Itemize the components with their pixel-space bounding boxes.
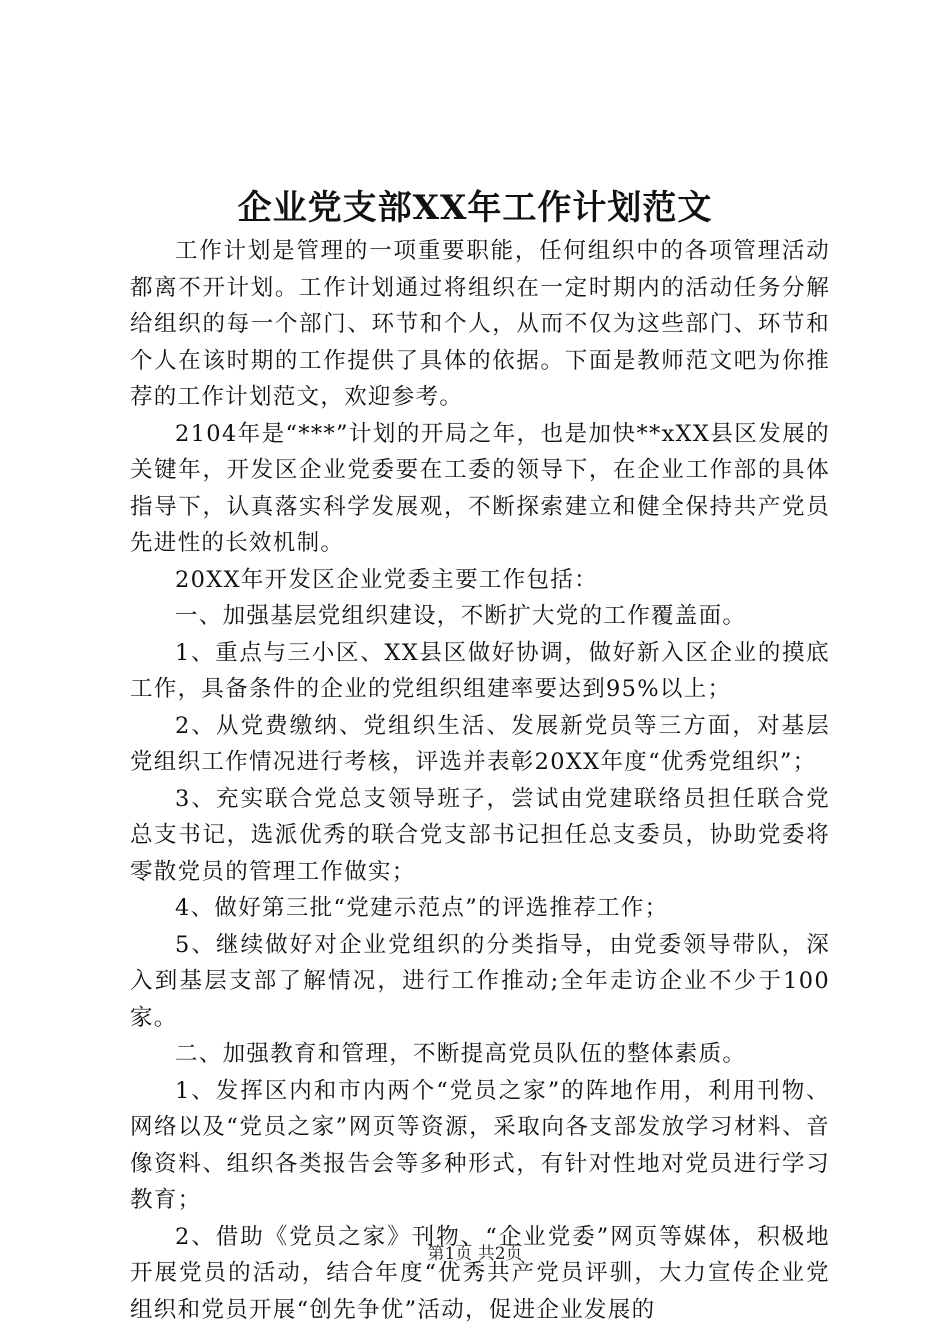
paragraph-background: 2104年是“***”计划的开局之年，也是加快**xXX县区发展的关键年，开发区企业党委要在工委的领导下，在企业工作部的具体指导下，认真落实科学发展观，不断探索建立和健全保持共产党员先进性的长效机制。 <box>130 420 830 556</box>
document-title: 企业党支部XX年工作计划范文 <box>237 188 713 228</box>
paragraph-overview: 20XX年开发区企业党委主要工作包括： <box>175 566 598 593</box>
list-item: 5、继续做好对企业党组织的分类指导，由党委领导带队，深入到基层支部了解情况，进行工作推动;全年走访企业不少于100家。 <box>130 931 830 1031</box>
list-item: 1、重点与三小区、XX县区做好协调，做好新入区企业的摸底工作，具备条件的企业的党组织组建率要达到95%以上； <box>130 639 830 702</box>
list-item: 2、从党费缴纳、党组织生活、发展新党员等三方面，对基层党组织工作情况进行考核，评选并表彰20XX年度“优秀党组织”； <box>130 712 830 775</box>
list-item: 2、借助《党员之家》刊物、“企业党委”网页等媒体，积极地开展党员的活动，结合年度“优秀共产党员评驯，大力宣传企业党组织和党员开展“创先争优”活动，促进企业发展的 <box>130 1223 830 1323</box>
section-heading-2: 二、加强教育和管理，不断提高党员队伍的整体素质。 <box>175 1041 747 1067</box>
paragraph-intro: 工作计划是管理的一项重要职能，任何组织中的各项管理活动都离不开计划。工作计划通过将组织在一定时期内的活动任务分解给组织的每一个部门、环节和个人，从而不仅为这些部门、环节和个人在该时期的工作提供了具体的依据。下面是教师范文吧为你推荐的工作计划范文，欢迎参考。 <box>130 238 830 410</box>
document-body <box>130 233 830 1328</box>
list-item: 1、发挥区内和市内两个“党员之家”的阵地作用，利用刊物、网络以及“党员之家”网页等资源，采取向各支部发放学习材料、音像资料、组织各类报告会等多种形式，有针对性地对党员进行学习教育； <box>130 1077 830 1213</box>
page-footer: 第1页 共2页 <box>427 1244 523 1264</box>
section-heading-1: 一、加强基层党组织建设，不断扩大党的工作覆盖面。 <box>175 603 747 629</box>
list-item: 3、充实联合党总支领导班子，尝试由党建联络员担任联合党总支书记，选派优秀的联合党支部书记担任总支委员，协助党委将零散党员的管理工作做实； <box>130 785 830 885</box>
list-item: 4、做好第三批“党建示范点”的评选推荐工作； <box>175 895 669 921</box>
